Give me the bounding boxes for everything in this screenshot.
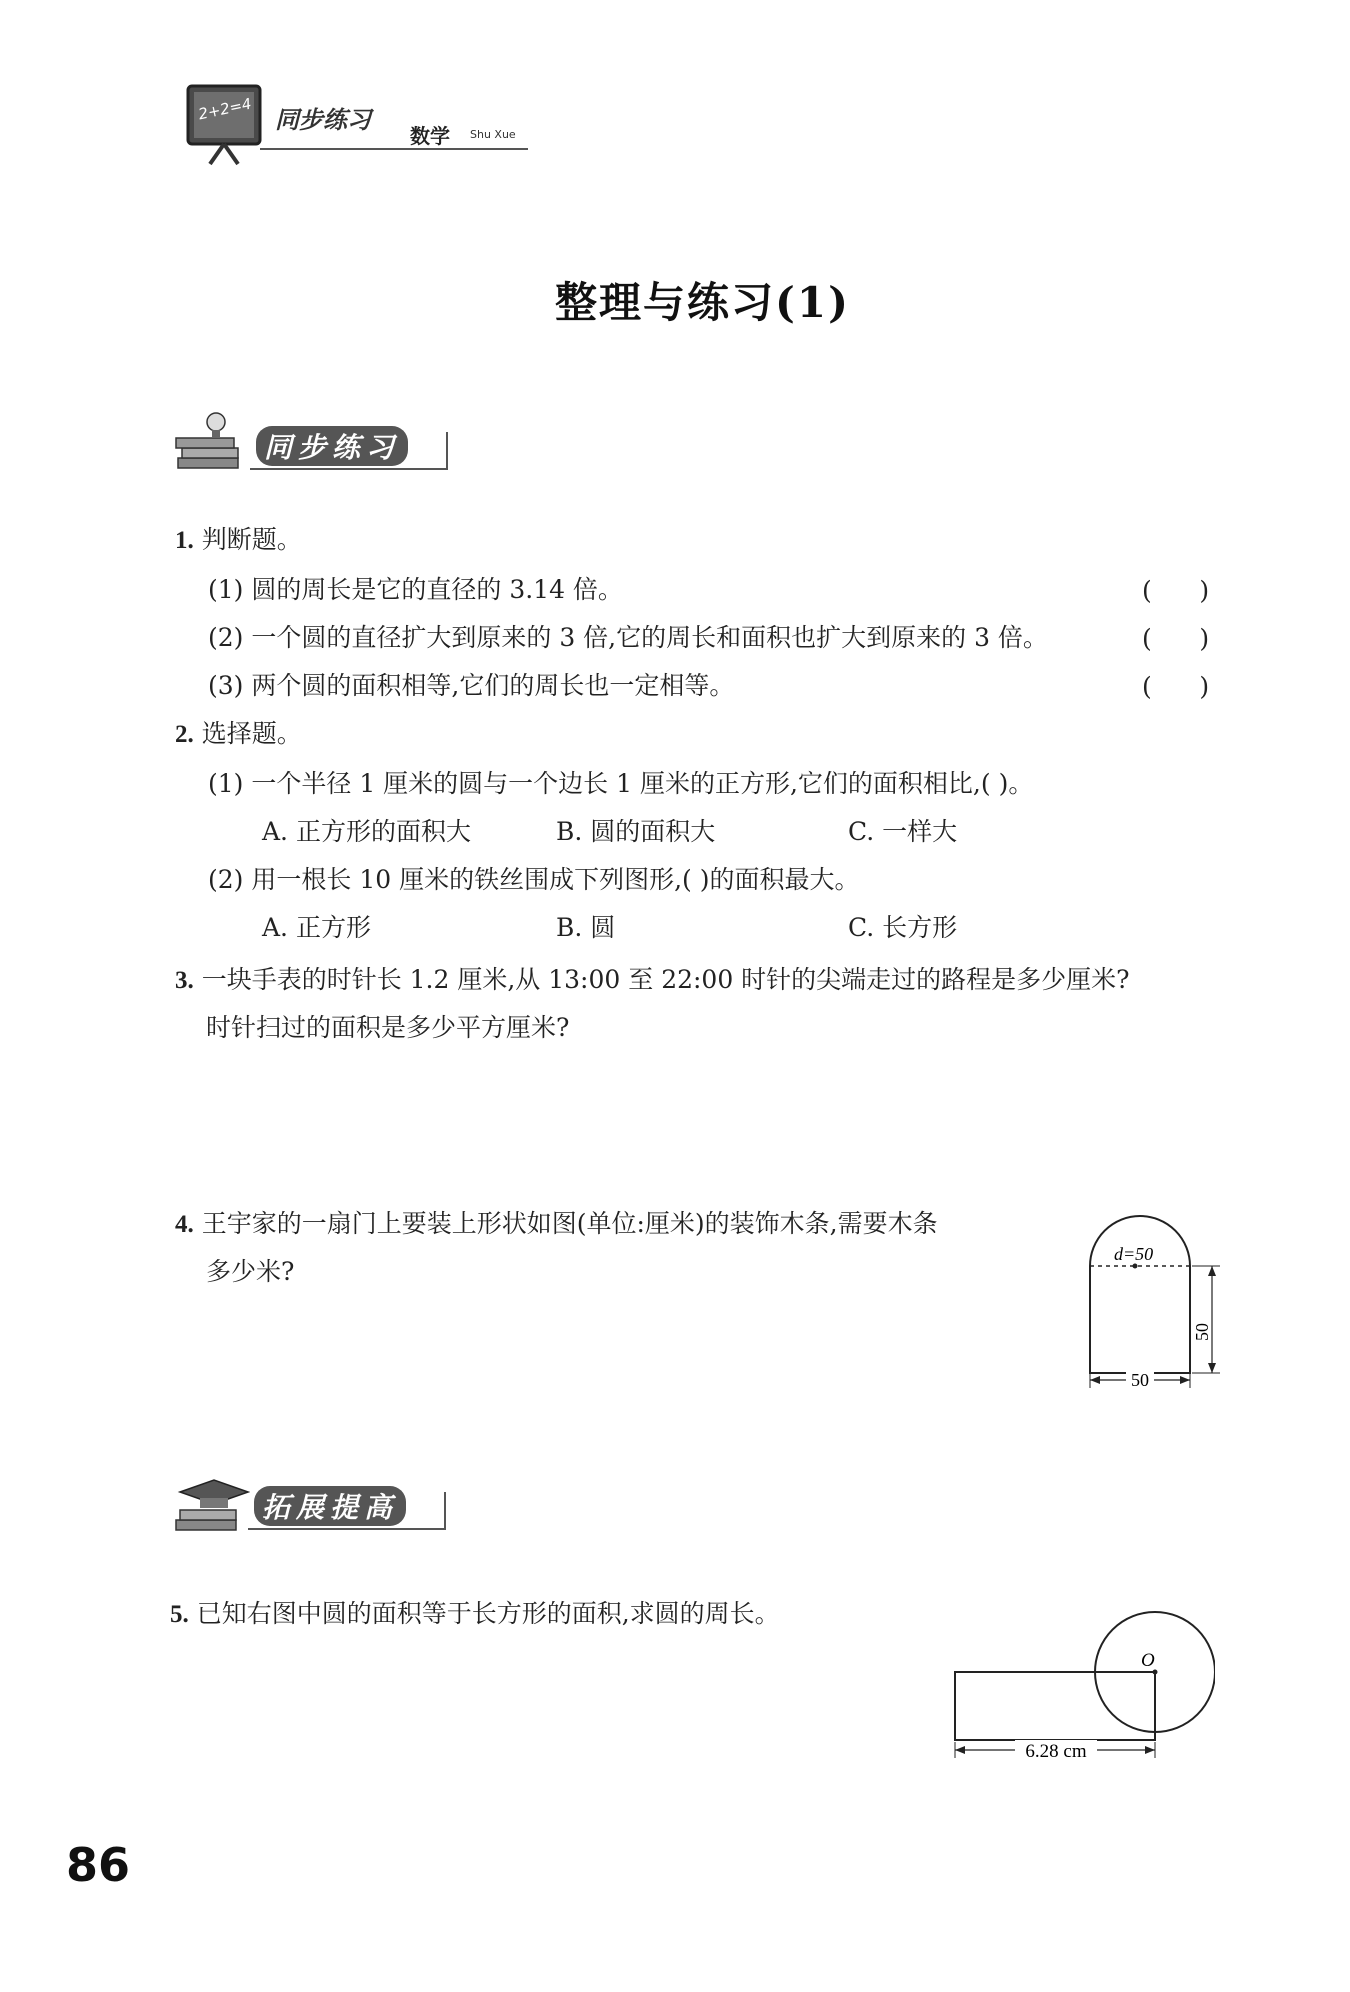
q1-item-text: 圆的周长是它的直径的 3.14 倍。 xyxy=(251,575,623,604)
q3-line-2: 时针扫过的面积是多少平方厘米? xyxy=(206,1013,570,1042)
width-label: 50 xyxy=(1131,1370,1149,1390)
door-figure xyxy=(1080,1198,1230,1398)
section-label: 拓展提高 xyxy=(254,1486,406,1526)
q5-number: 5. xyxy=(170,1601,189,1628)
q2-item-2 xyxy=(208,864,859,896)
books-cap-icon xyxy=(170,1470,250,1540)
q4-number: 4. xyxy=(175,1211,194,1238)
q1-item-2 xyxy=(208,622,1048,654)
answer-blank[interactable]: ( ) xyxy=(1142,576,1210,605)
option-b[interactable]: B. 圆的面积大 xyxy=(556,817,716,846)
q1-item-text: 一个圆的直径扩大到原来的 3 倍,它的周长和面积也扩大到原来的 3 倍。 xyxy=(251,623,1048,652)
q5 xyxy=(170,1598,780,1631)
q1-item-text: 两个圆的面积相等,它们的周长也一定相等。 xyxy=(251,671,735,700)
height-label: 50 xyxy=(1192,1323,1212,1341)
diameter-label: d=50 xyxy=(1114,1244,1154,1264)
q4-line-2: 多少米? xyxy=(206,1257,295,1286)
answer-blank[interactable]: ( ) xyxy=(1142,672,1210,701)
center-label: O xyxy=(1141,1650,1155,1671)
length-label: 6.28 cm xyxy=(1025,1741,1087,1760)
q3-line-1: 一块手表的时针长 1.2 厘米,从 13:00 至 22:00 时针的尖端走过的路程是多少厘米? xyxy=(201,965,1130,994)
blackboard-icon xyxy=(180,78,270,168)
subject-pinyin: Shu Xue xyxy=(470,128,516,141)
circle-rectangle-figure xyxy=(945,1600,1215,1760)
q2-item-label: (2) xyxy=(208,865,244,894)
q3-number: 3. xyxy=(175,967,194,994)
q2-text: 选择题。 xyxy=(201,719,302,748)
q2-item-text: 一个半径 1 厘米的圆与一个边长 1 厘米的正方形,它们的面积相比,( )。 xyxy=(251,769,1034,798)
header-underline xyxy=(260,148,528,150)
page-title: 整理与练习(1) xyxy=(555,278,850,327)
q4 xyxy=(175,1208,938,1241)
q3 xyxy=(175,964,1130,997)
q1-item-label: (3) xyxy=(208,671,244,700)
q1-item-label: (1) xyxy=(208,575,244,604)
option-a[interactable]: A. 正方形的面积大 xyxy=(262,817,471,846)
q2-number: 2. xyxy=(175,721,194,748)
q1-text: 判断题。 xyxy=(201,525,302,554)
option-a[interactable]: A. 正方形 xyxy=(262,913,371,942)
q2 xyxy=(175,718,302,751)
books-lamp-icon xyxy=(172,410,252,480)
q2-item-1 xyxy=(208,768,1033,800)
page-number: 86 xyxy=(66,1838,131,1892)
section-label: 同步练习 xyxy=(256,426,408,466)
q2-item-text: 用一根长 10 厘米的铁丝围成下列图形,( )的面积最大。 xyxy=(251,865,860,894)
q1-item-1 xyxy=(208,574,623,606)
option-b[interactable]: B. 圆 xyxy=(556,913,616,942)
section-banner-extend xyxy=(170,1470,460,1540)
page-header xyxy=(180,78,540,168)
q3-answer-space[interactable] xyxy=(175,1060,1215,1180)
series-label: 同步练习 xyxy=(275,106,371,134)
q1-number: 1. xyxy=(175,527,194,554)
option-c[interactable]: C. 一样大 xyxy=(848,817,958,846)
q1-item-label: (2) xyxy=(208,623,244,652)
q1 xyxy=(175,524,302,557)
option-c[interactable]: C. 长方形 xyxy=(848,913,958,942)
q5-text: 已知右图中圆的面积等于长方形的面积,求圆的周长。 xyxy=(196,1599,780,1628)
q2-item-label: (1) xyxy=(208,769,244,798)
section-banner-sync xyxy=(172,410,462,480)
board-text: 2+2=4 xyxy=(196,94,254,124)
q1-item-3 xyxy=(208,670,734,702)
answer-blank[interactable]: ( ) xyxy=(1142,624,1210,653)
q4-line-1: 王宇家的一扇门上要装上形状如图(单位:厘米)的装饰木条,需要木条 xyxy=(201,1209,938,1238)
subject-label: 数学 xyxy=(410,124,450,148)
